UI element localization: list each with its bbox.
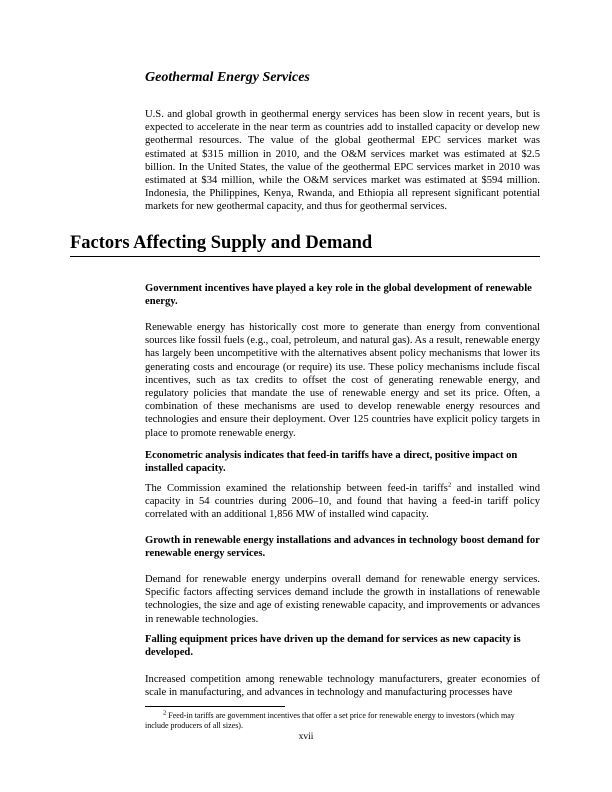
- growth-paragraph: Demand for renewable energy underpins overall demand for renewable energy services. Specific factors affecting services demand include the growth in installations of renewable technologies, the size and age of existing renewable capacity, and improvements or advances in renewable technologies.: [145, 574, 540, 625]
- footnote-rule: [145, 706, 285, 707]
- incentives-paragraph: Renewable energy has historically cost more to generate than energy from conventional sources like fossil fuels (e.g., coal, petroleum, and natural gas). As a result, renewable energy has largely been uncompetitive with the alternatives absent policy mechanisms that lower its generating costs and encourage (or require) its use. These policy mechanisms include fiscal incentives, such as tax credits to offset the cost of generating renewable energy, and regulatory policies that mandate the use of renewable energy and set its price. Often, a combination of these mechanisms are used to develop renewable energy resources and technologies and ensure their deployment. Over 125 countries have explicit policy targets in place to promote renewable energy.: [145, 322, 540, 439]
- growth-lead: Growth in renewable energy installations and advances in technology boost demand for renewable energy services.: [145, 535, 540, 560]
- econometric-lead: Econometric analysis indicates that feed-in tariffs have a direct, positive impact on installed capacity.: [145, 450, 518, 475]
- page-number: xvii: [298, 732, 314, 742]
- footnote-text: Feed-in tariffs are government incentives that offer a set price for renewable energy to investors (which may include producers of all sizes).: [145, 711, 515, 730]
- prices-lead: Falling equipment prices have driven up the demand for services as new capacity is developed.: [145, 634, 521, 659]
- econometric-paragraph: [145, 482, 540, 522]
- geothermal-heading: Geothermal Energy Services: [145, 70, 310, 85]
- econometric-text-before: The Commission examined the relationship between feed-in tariffs: [145, 483, 448, 494]
- econometric-text-after: and installed wind capacity in 54 countries during 2006–10, and found that having a feed-in tariff policy correlated with an additional 1,856 MW of installed wind capacity.: [145, 483, 541, 521]
- incentives-lead: Government incentives have played a key role in the global development of renewable energy.: [145, 283, 532, 308]
- prices-paragraph: Increased competition among renewable technology manufacturers, greater economies of scale in manufacturing, and advances in technology and manufacturing processes have: [145, 674, 540, 699]
- geothermal-paragraph: U.S. and global growth in geothermal energy services has been slow in recent years, but is expected to accelerate in the near term as countries add to installed capacity or develop new geothermal resources. The value of the global geothermal EPC services market was estimated at $315 million in 2010, and the O&M services market was estimated at $2.5 billion. In the United States, the value of the geothermal EPC services market in 2010 was estimated at $34 million, while the O&M services market was estimated at $594 million. Indonesia, the Philippines, Kenya, Rwanda, and Ethiopia all represent significant potential markets for new geothermal capacity, and thus for geothermal services.: [145, 109, 540, 213]
- footnote-number: 2: [163, 709, 167, 717]
- section-rule: [70, 256, 540, 257]
- section-title: Factors Affecting Supply and Demand: [70, 233, 373, 253]
- footnote-reference: 2: [447, 481, 452, 489]
- footnote: [145, 711, 540, 731]
